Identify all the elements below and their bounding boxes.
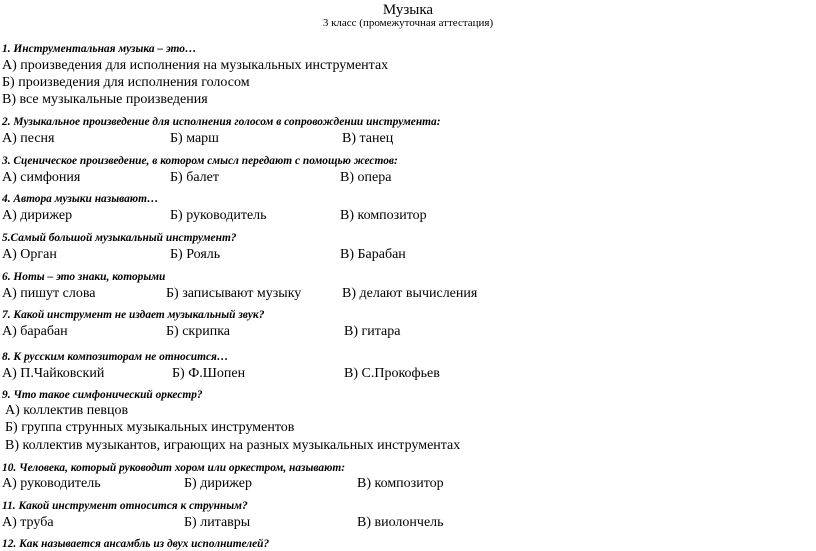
answer-6c: В) делают вычисления [342, 286, 478, 301]
answer-1b: Б) произведения для исполнения голосом [2, 75, 250, 90]
question-12: 12. Как называется ансамбль из двух исполнителей? [2, 538, 270, 550]
answer-5a: А) Орган [2, 247, 57, 262]
answer-3b: Б) балет [170, 170, 219, 185]
page-subtitle: 3 класс (промежуточная аттестация) [322, 17, 494, 29]
answer-7c: В) гитара [344, 324, 401, 339]
answer-1a: А) произведения для исполнения на музыкальных инструментах [2, 58, 389, 73]
answer-11b: Б) литавры [184, 515, 251, 530]
answer-9c: В) коллектив музыкантов, играющих на разных музыкальных инструментах [5, 438, 461, 453]
answer-5b: Б) Рояль [170, 247, 221, 262]
answer-8b: Б) Ф.Шопен [172, 366, 246, 381]
answer-4b: Б) руководитель [170, 208, 267, 223]
question-1: 1. Инструментальная музыка – это… [2, 43, 197, 55]
answer-3c: В) опера [340, 170, 392, 185]
answer-6a: А) пишут слова [2, 286, 96, 301]
answer-11c: В) виолончель [357, 515, 444, 530]
answer-10b: Б) дирижер [184, 476, 253, 491]
answer-10c: В) композитор [357, 476, 444, 491]
answer-5c: В) Барабан [340, 247, 406, 262]
answer-6b: Б) записывают музыку [166, 286, 302, 301]
question-11: 11. Какой инструмент относится к струнным? [2, 500, 248, 512]
answer-1c: В) все музыкальные произведения [2, 92, 208, 107]
question-7: 7. Какой инструмент не издает музыкальный звук? [2, 309, 265, 321]
answer-10a: А) руководитель [2, 476, 101, 491]
question-5: 5.Самый большой музыкальный инструмент? [2, 232, 237, 244]
answer-11a: А) труба [2, 515, 54, 530]
answer-8c: В) С.Прокофьев [344, 366, 440, 381]
answer-7b: Б) скрипка [166, 324, 231, 339]
answer-4a: А) дирижер [2, 208, 73, 223]
question-8: 8. К русским композиторам не относится… [2, 351, 229, 363]
answer-3a: А) симфония [2, 170, 81, 185]
question-2: 2. Музыкальное произведение для исполнения голосом в сопровождении инструмента: [2, 116, 441, 128]
question-6: 6. Ноты – это знаки, которыми [2, 271, 166, 283]
answer-2c: В) танец [342, 131, 394, 146]
answer-9b: Б) группа струнных музыкальных инструментов [5, 420, 295, 435]
question-3: 3. Сценическое произведение, в котором смысл передают с помощью жестов: [2, 155, 398, 167]
answer-2b: Б) марш [170, 131, 219, 146]
question-10: 10. Человека, который руководит хором или оркестром, называют: [2, 462, 346, 474]
answer-7a: А) барабан [2, 324, 68, 339]
answer-2a: А) песня [2, 131, 55, 146]
answer-9a: А) коллектив певцов [5, 403, 129, 418]
answer-8a: А) П.Чайковский [2, 366, 105, 381]
answer-4c: В) композитор [340, 208, 427, 223]
page-title: Музыка [382, 2, 434, 18]
question-9: 9. Что такое симфонический оркестр? [2, 389, 203, 401]
question-4: 4. Автора музыки называют… [2, 193, 159, 205]
